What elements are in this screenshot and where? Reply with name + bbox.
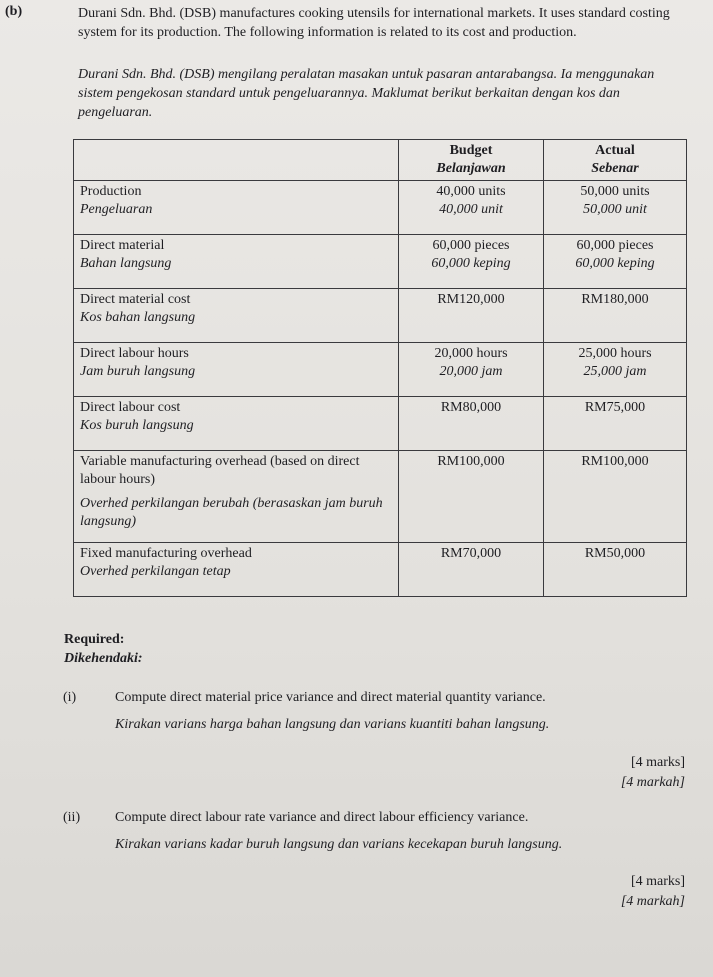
actual-en: RM180,000 [581,292,649,307]
required-my: Dikehendaki: [64,651,143,666]
row-actual [544,235,687,289]
marks-my: [4 markah] [620,894,685,909]
row-item [74,543,399,597]
header-actual [544,140,687,181]
budget-my: 60,000 keping [431,256,511,271]
row-budget [399,451,544,543]
table-header-row [74,140,687,181]
table-row [74,289,687,343]
row-item [74,397,399,451]
marks-i [621,753,685,793]
row-actual [544,543,687,597]
budget-en: 60,000 pieces [432,238,510,253]
question-text-my: Kirakan varians harga bahan langsung dan varians kuantiti bahan langsung. [115,717,550,732]
table-row [74,181,687,235]
actual-en: RM50,000 [584,546,646,561]
budget-my: 20,000 jam [439,364,503,379]
budget-en: 20,000 hours [434,346,508,361]
budget-my: 40,000 unit [439,202,503,217]
item-my: Kos buruh langsung [80,418,194,433]
header-actual-my: Sebenar [591,161,639,176]
row-item [74,343,399,397]
item-en: Fixed manufacturing overhead [80,546,252,561]
item-my: Bahan langsung [80,256,172,271]
row-budget [399,289,544,343]
header-budget [399,140,544,181]
row-actual [544,289,687,343]
row-actual [544,397,687,451]
table-row [74,543,687,597]
row-item [74,181,399,235]
row-item [74,235,399,289]
actual-en: RM100,000 [581,454,649,469]
table-row [74,235,687,289]
row-budget [399,543,544,597]
row-budget [399,235,544,289]
item-en: Direct labour cost [80,400,181,415]
row-budget [399,343,544,397]
item-en: Direct material cost [80,292,191,307]
row-budget [399,181,544,235]
cost-production-table [73,139,687,597]
marks-en: [4 marks] [630,755,685,770]
header-actual-en: Actual [595,143,635,158]
table-row [74,451,687,543]
question-text-en: Compute direct material price variance and direct material quantity variance. [115,690,546,705]
actual-my: 50,000 unit [583,202,647,217]
item-my: Kos bahan langsung [80,310,196,325]
marks-en: [4 marks] [630,874,685,889]
section-label: (b) [5,4,23,19]
actual-en: 60,000 pieces [576,238,654,253]
actual-my: 60,000 keping [575,256,655,271]
row-budget [399,397,544,451]
header-budget-my: Belanjawan [436,161,506,176]
table-row [74,343,687,397]
question-number: (ii) [63,810,81,825]
table-row [74,397,687,451]
marks-my: [4 markah] [620,775,685,790]
row-item [74,451,399,543]
row-actual [544,181,687,235]
header-budget-en: Budget [449,143,493,158]
question-number: (i) [63,690,77,705]
item-my: Overhed perkilangan tetap [80,564,231,579]
item-en: Direct material [80,238,165,253]
row-actual [544,343,687,397]
item-en: Production [80,184,142,199]
intro-malay: Durani Sdn. Bhd. (DSB) mengilang peralatan masakan untuk pasaran antarabangsa. Ia menggunakan sistem pengekosan standard untuk pengeluarannya. Maklumat berikut berkaitan dengan kos dan pengeluaran. [78,67,655,120]
marks-ii [621,872,685,912]
actual-en: 25,000 hours [578,346,652,361]
budget-en: RM80,000 [440,400,502,415]
item-en: Direct labour hours [80,346,189,361]
question-text-en: Compute direct labour rate variance and direct labour efficiency variance. [115,810,529,825]
row-actual [544,451,687,543]
intro-english: Durani Sdn. Bhd. (DSB) manufactures cooking utensils for international markets. It uses standard costing system for its production. The following information is related to its cost and production. [78,6,670,40]
row-item [74,289,399,343]
item-en: Variable manufacturing overhead (based on direct labour hours) [80,454,360,487]
item-my: Overhed perkilangan berubah (berasaskan jam buruh langsung) [80,496,383,529]
item-my: Jam buruh langsung [80,364,196,379]
actual-en: 50,000 units [580,184,650,199]
budget-en: RM70,000 [440,546,502,561]
required-heading [64,630,143,668]
item-my: Pengeluaran [80,202,153,217]
required-en: Required: [64,632,125,647]
actual-my: 25,000 jam [583,364,647,379]
budget-en: RM120,000 [437,292,505,307]
budget-en: 40,000 units [436,184,506,199]
budget-en: RM100,000 [437,454,505,469]
actual-en: RM75,000 [584,400,646,415]
header-item [74,140,399,181]
question-text-my: Kirakan varians kadar buruh langsung dan varians kecekapan buruh langsung. [115,837,563,852]
